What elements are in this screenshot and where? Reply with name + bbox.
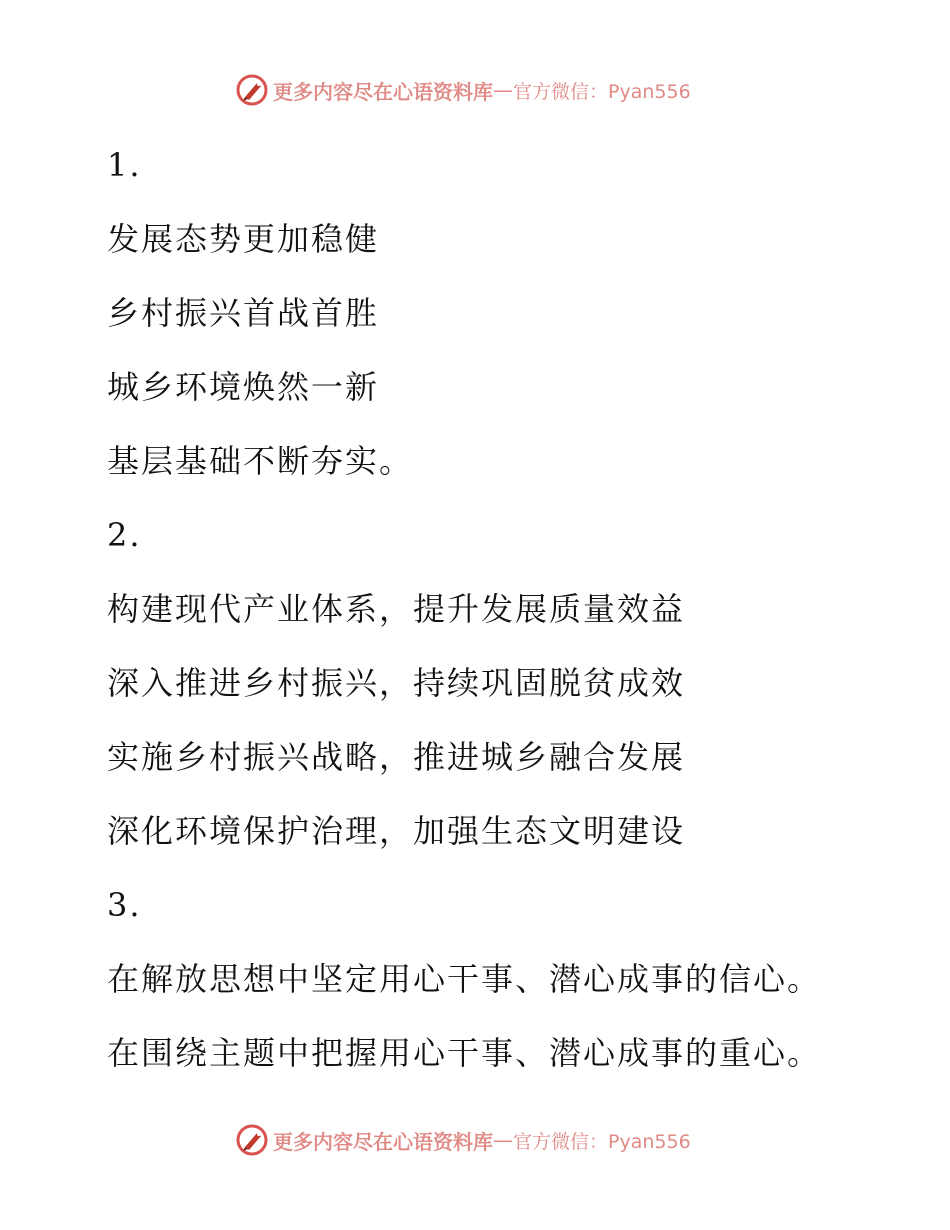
watermark-main-text: 更多内容尽在心语资料库 <box>273 79 493 104</box>
watermark-dash: — <box>493 1128 513 1152</box>
section-number-1: 1. <box>107 146 142 184</box>
watermark-main-text: 更多内容尽在心语资料库 <box>273 1129 493 1154</box>
text-line: 在围绕主题中把握用心干事、潜心成事的重心。 <box>107 1034 822 1072</box>
document-body <box>107 128 927 1090</box>
text-line: 乡村振兴首战首胜 <box>107 294 380 332</box>
text-line: 深化环境保护治理，加强生态文明建设 <box>107 812 686 850</box>
footer-watermark <box>235 1122 691 1158</box>
header-watermark <box>235 72 691 108</box>
text-line: 基层基础不断夯实。 <box>107 442 414 480</box>
watermark-wechat-text: 官方微信：Pyan556 <box>513 1130 691 1153</box>
text-line: 深入推进乡村振兴，持续巩固脱贫成效 <box>107 664 686 702</box>
text-line: 城乡环境焕然一新 <box>107 368 380 406</box>
watermark-wechat-text: 官方微信：Pyan556 <box>513 80 691 103</box>
text-line: 实施乡村振兴战略，推进城乡融合发展 <box>107 738 686 776</box>
pen-logo-icon <box>235 73 269 107</box>
text-line: 发展态势更加稳健 <box>107 220 380 258</box>
watermark-dash: — <box>493 78 513 102</box>
section-number-2: 2. <box>107 516 142 554</box>
text-line: 构建现代产业体系，提升发展质量效益 <box>107 590 686 628</box>
section-number-3: 3. <box>107 886 142 924</box>
pen-logo-icon <box>235 1123 269 1157</box>
text-line: 在解放思想中坚定用心干事、潜心成事的信心。 <box>107 960 822 998</box>
